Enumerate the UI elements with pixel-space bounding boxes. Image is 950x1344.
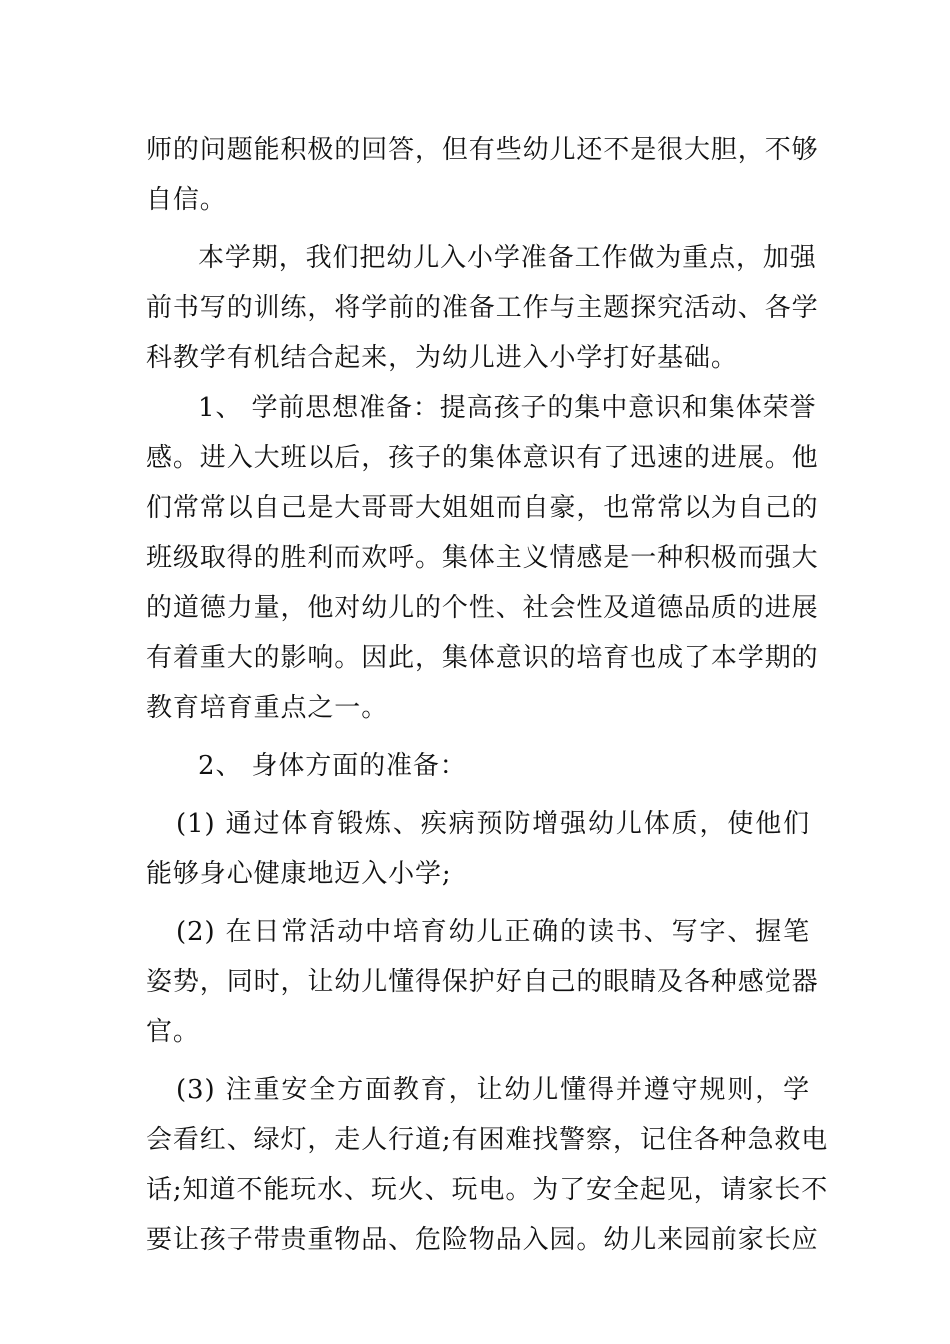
text-line: 的道德力量，他对幼儿的个性、社会性及道德品质的进展 <box>146 593 819 623</box>
text-line: 们常常以自己是大哥哥大姐姐而自豪，也常常以为自己的 <box>146 493 819 523</box>
text-line: 有着重大的影响。因此，集体意识的培育也成了本学期的 <box>146 643 819 673</box>
text-line: 自信。 <box>146 185 227 215</box>
text-line: 能够身心健康地迈入小学; <box>146 859 452 889</box>
paragraph-semester-focus <box>146 233 819 383</box>
paragraph-continuation <box>146 125 819 225</box>
paragraph-subitem-2 <box>146 907 819 1057</box>
text-line: 官。 <box>146 1017 200 1047</box>
text-line: 1、 学前思想准备：提高孩子的集中意识和集体荣誉 <box>198 393 817 423</box>
text-line: (1) 通过体育锻炼、疾病预防增强幼儿体质，使他们 <box>176 809 810 839</box>
text-line: 要让孩子带贵重物品、危险物品入园。幼儿来园前家长应 <box>146 1225 819 1255</box>
text-line: 班级取得的胜利而欢呼。集体主义情感是一种积极而强大 <box>146 543 819 573</box>
text-line: 2、 身体方面的准备： <box>198 751 467 781</box>
text-line: 姿势，同时，让幼儿懂得保护好自己的眼睛及各种感觉器 <box>146 967 819 997</box>
document-body <box>146 125 829 1265</box>
text-line: 教育培育重点之一。 <box>146 693 389 723</box>
text-line: 本学期，我们把幼儿入小学准备工作做为重点，加强 <box>198 243 817 273</box>
text-line: (2) 在日常活动中培育幼儿正确的读书、写字、握笔 <box>176 917 810 947</box>
paragraph-item-2 <box>146 741 810 791</box>
text-line: 前书写的训练，将学前的准备工作与主题探究活动、各学 <box>146 293 819 323</box>
text-line: 话;知道不能玩水、玩火、玩电。为了安全起见，请家长不 <box>146 1175 829 1205</box>
text-line: 感。进入大班以后，孩子的集体意识有了迅速的进展。他 <box>146 443 819 473</box>
text-line: 会看红、绿灯，走人行道;有困难找警察，记住各种急救电 <box>146 1125 829 1155</box>
paragraph-item-1 <box>146 383 819 733</box>
text-line: (3) 注重安全方面教育，让幼儿懂得并遵守规则，学 <box>176 1075 810 1105</box>
paragraph-subitem-1 <box>146 799 810 899</box>
text-line: 师的问题能积极的回答，但有些幼儿还不是很大胆，不够 <box>146 135 819 165</box>
text-line: 科教学有机结合起来，为幼儿进入小学打好基础。 <box>146 343 738 373</box>
paragraph-subitem-3 <box>146 1065 829 1265</box>
